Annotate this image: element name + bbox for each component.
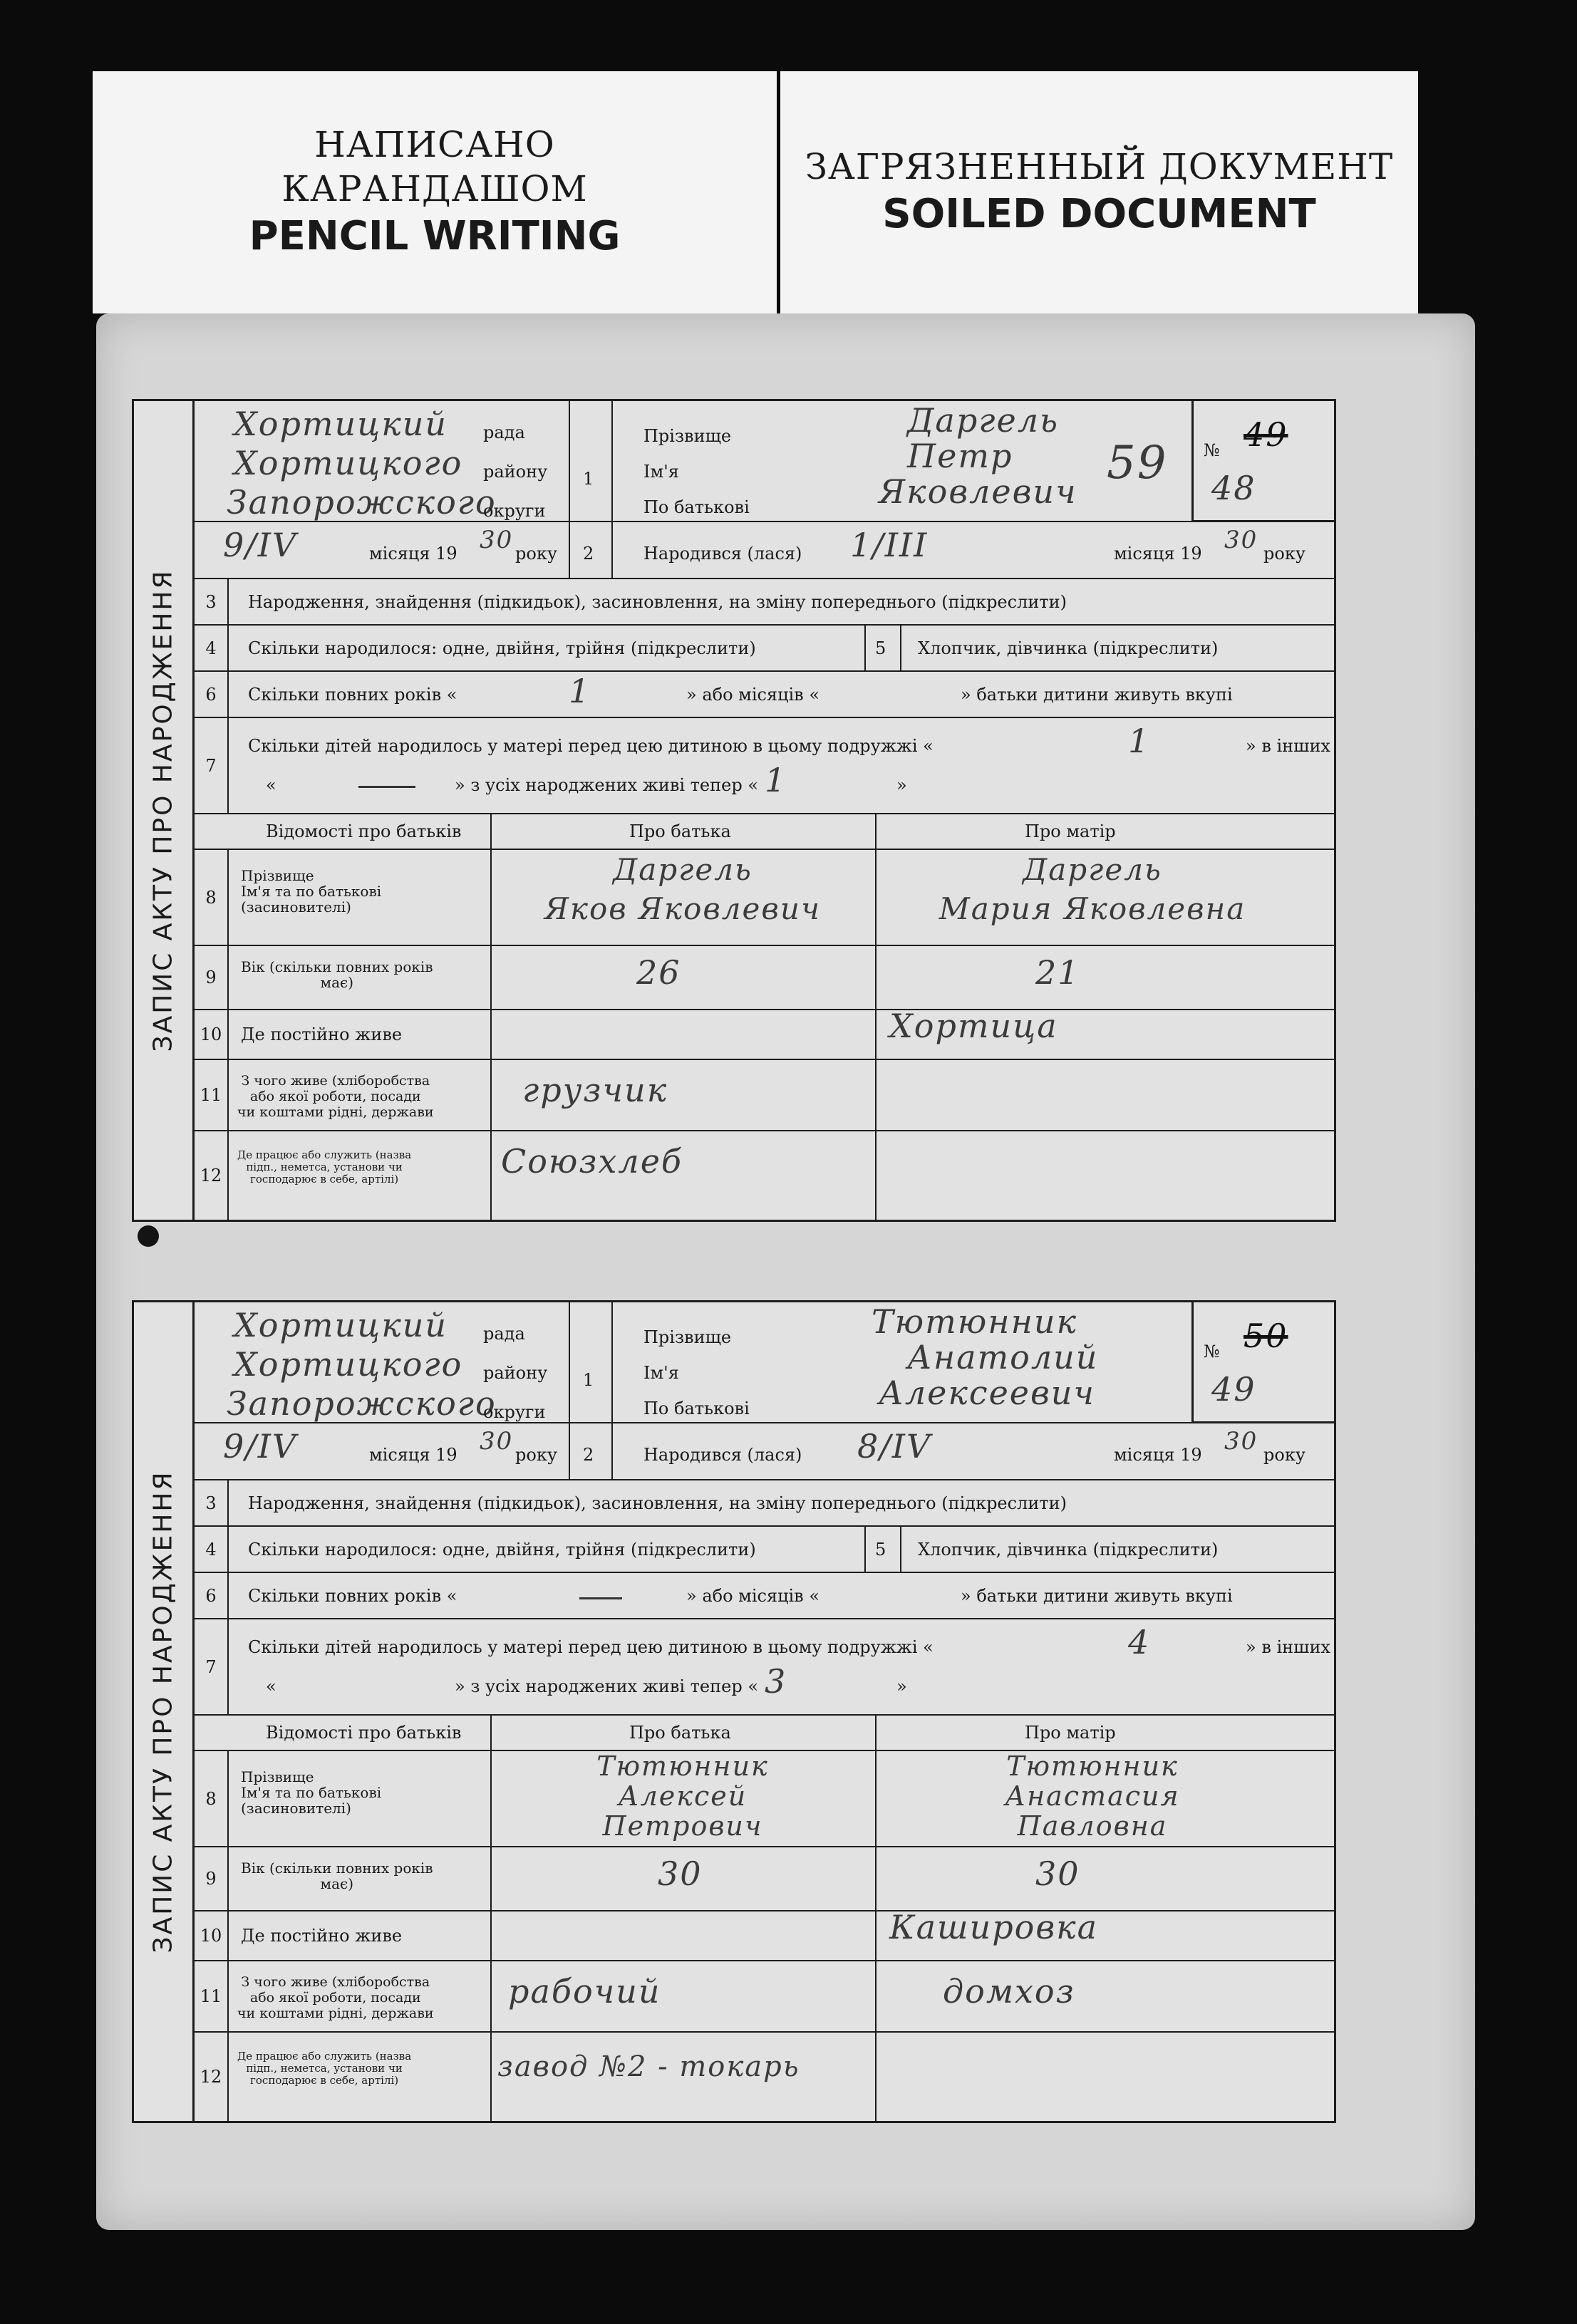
row-8: 8 Прізвище Ім'я та по батькові (засиновителі) Даргель Яков Яковлевич Даргель Мария Яковлевна: [195, 850, 1334, 946]
raion-handwriting: Хортицкого: [234, 1345, 463, 1384]
year-label: року: [515, 544, 557, 564]
month-label: місяця 19: [369, 1445, 457, 1465]
row-9: 9 Вік (скільки повних років має) 30 30: [195, 1847, 1334, 1911]
row12-label: Де працює або служить (назва підп., неметса, установи чи господарює в себе, артілі): [237, 1148, 412, 1186]
row-7: 7 Скільки дітей народилось у матері перед цею дитиною в цьому подружжі « 1 » в інших « » з усіх народжених живі тепер « 1 »: [195, 718, 1334, 814]
okrug-handwriting: Запорожского: [227, 483, 497, 522]
row-date-born: 9/IV місяця 19 30 року 2 Народився (лася) 8/IV місяця 19 30 року: [195, 1423, 1334, 1480]
rada-label: рада: [483, 422, 525, 442]
register-number-handwriting: 59: [1107, 437, 1168, 489]
row6-label-c: » батьки дитини живуть вкупі: [961, 685, 1233, 705]
record-side-title: ЗАПИС АКТУ ПРО НАРОДЖЕННЯ: [148, 1470, 178, 1954]
rada-handwriting: Хортицкий: [234, 1306, 448, 1344]
born-year-handwriting: 30: [1224, 1427, 1258, 1456]
row-date-born: 9/IV місяця 19 30 року 2 Народився (лася) 1/III місяця 19 30 року: [195, 522, 1334, 579]
row7-label-a: Скільки дітей народилось у матері перед цею дитиною в цьому подружжі «: [248, 736, 934, 756]
born-month-label: місяця 19: [1114, 1445, 1202, 1465]
birth-record-1: [132, 399, 1336, 1222]
record-number-new: 49: [1211, 1370, 1256, 1409]
born-year-label: року: [1263, 1445, 1305, 1465]
row7-label-c: «: [266, 775, 276, 795]
act-year-handwriting: 30: [480, 1427, 514, 1456]
row7-label-c: «: [266, 1676, 276, 1696]
row10-label: Де постійно живе: [241, 1926, 403, 1946]
mother-name-handwriting: Даргель Мария Яковлевна: [939, 852, 1246, 926]
surname-handwriting: Даргель: [907, 401, 1060, 440]
row-11: 11 З чого живе (хліборобства або якої роботи, посади чи коштами рідні, держави рабочий домхоз: [195, 1961, 1334, 2033]
header-block: Хортицкий рада Хортицкого району Запорожского округи 1 Прізвище Тютюнник Ім'я Анатолий По батькові Алексеевич № 50 49: [195, 1302, 1334, 1423]
act-date-handwriting: 9/IV: [223, 1427, 298, 1466]
name-label: Ім'я: [643, 1363, 679, 1383]
row-4-5: 4 Скільки народилося: одне, двійня, трійня (підкреслити) 5 Хлопчик, дівчинка (підкреслити): [195, 626, 1334, 672]
mother-age-handwriting: 21: [1035, 953, 1080, 992]
row-3: 3 Народження, знайдення (підкидьок), засиновлення, на зміну попереднього (підкреслити): [195, 1480, 1334, 1527]
row-11: 11 З чого живе (хліборобства або якої роботи, посади чи коштами рідні, держави грузчик: [195, 1060, 1334, 1131]
born-date-handwriting: 1/III: [850, 526, 929, 564]
born-month-label: місяця 19: [1114, 544, 1202, 564]
years-together-handwriting: 1: [569, 672, 591, 710]
pencil-label-ru-1: НАПИСАНО: [314, 124, 555, 165]
pencil-writing-label: [93, 71, 777, 313]
mother-name-handwriting: Тютюнник Анастасия Павловна: [1005, 1750, 1180, 1842]
rada-handwriting: Хортицкий: [234, 405, 448, 443]
birth-record-2: [132, 1300, 1336, 2123]
surname-label: Прізвище: [643, 1327, 732, 1347]
okrug-handwriting: Запорожского: [227, 1384, 497, 1423]
row6-label-b: » або місяців «: [686, 685, 820, 705]
month-label: місяця 19: [369, 544, 457, 564]
okrug-label: округи: [483, 1402, 546, 1422]
row10-label: Де постійно живе: [241, 1024, 403, 1044]
row-8: 8 Прізвище Ім'я та по батькові (засиновителі) Тютюнник Алексей Петрович Тютюнник Анастасия Павловна: [195, 1751, 1334, 1847]
occupation-handwriting: рабочий: [508, 1972, 661, 2011]
number-sign: №: [1204, 440, 1220, 460]
parents-header-row: [195, 814, 1334, 850]
punch-hole: [138, 1225, 159, 1247]
record-number-old: 49: [1243, 415, 1288, 454]
surname-handwriting: Тютюнник: [872, 1302, 1077, 1341]
okrug-label: округи: [483, 501, 546, 521]
patronymic-label: По батькові: [643, 497, 750, 517]
blank-dash: [358, 786, 415, 788]
record-number-box: [1191, 1302, 1334, 1423]
father-age-handwriting: 30: [658, 1854, 703, 1893]
row-6: 6 Скільки повних років « 1 » або місяців « » батьки дитини живуть вкупі: [195, 672, 1334, 718]
surname-label: Прізвище: [643, 426, 732, 446]
row-7: 7 Скільки дітей народилось у матері перед цею дитиною в цьому подружжі « 4 » в інших « » з усіх народжених живі тепер « 3 »: [195, 1619, 1334, 1716]
father-name-handwriting: Даргель Яков Яковлевич: [544, 852, 822, 926]
row7-label-b: » в інших: [1246, 736, 1330, 756]
row7-label-d: » з усіх народжених живі тепер «: [455, 775, 759, 795]
row6-label-b: » або місяців «: [686, 1586, 820, 1606]
father-age-handwriting: 26: [636, 953, 681, 992]
row12-label: Де працює або служить (назва підп., неметса, установи чи господарює в себе, артілі): [237, 2050, 412, 2087]
raion-handwriting: Хортицкого: [234, 444, 463, 482]
row-12: 12 Де працює або служить (назва підп., неметса, установи чи господарює в себе, артілі) завод №2 - токарь: [195, 2033, 1334, 2121]
mother-header: Про матір: [1025, 1723, 1116, 1743]
raion-label: району: [483, 1363, 548, 1383]
number-sign: №: [1204, 1342, 1220, 1361]
parents-header-row: [195, 1716, 1334, 1751]
row-6: 6 Скільки повних років « » або місяців « » батьки дитини живуть вкупі: [195, 1573, 1334, 1619]
row-4-5: 4 Скільки народилося: одне, двійня, трійня (підкреслити) 5 Хлопчик, дівчинка (підкреслити): [195, 1527, 1334, 1573]
row11-label: З чого живе (хліборобства або якої роботи, посади чи коштами рідні, держави: [237, 1073, 434, 1120]
row4-text: Скільки народилося: одне, двійня, трійня (підкреслити): [248, 1540, 756, 1560]
rada-label: рада: [483, 1324, 525, 1344]
pencil-label-ru-2: КАРАНДАШОМ: [281, 168, 588, 209]
soiled-label-en: SOILED DOCUMENT: [882, 191, 1316, 237]
mother-age-handwriting: 30: [1035, 1854, 1080, 1893]
row8-label: Прізвище Ім'я та по батькові (засиновителі): [241, 1768, 382, 1817]
record-side-title: ЗАПИС АКТУ ПРО НАРОДЖЕННЯ: [148, 569, 178, 1052]
born-label: Народився (лася): [643, 1445, 802, 1465]
workplace-handwriting: Союзхлеб: [501, 1142, 683, 1181]
raion-label: району: [483, 462, 548, 482]
patronymic-label: По батькові: [643, 1399, 750, 1418]
pencil-label-en: PENCIL WRITING: [249, 213, 621, 259]
row4-text: Скільки народилося: одне, двійня, трійня (підкреслити): [248, 638, 756, 658]
header-block: Хортицкий рада Хортицкого району Запорожского округи 1 Прізвище Даргель Ім'я Петр По батькові Яковлевич 59 № 49 48: [195, 401, 1334, 522]
alive-now-handwriting: 1: [765, 761, 787, 799]
parents-info-header: Відомості про батьків: [266, 821, 462, 841]
row9-label: Вік (скільки повних років має): [241, 958, 433, 991]
residence-handwriting: Хортица: [889, 1007, 1058, 1045]
born-year-label: року: [1263, 544, 1305, 564]
row8-label: Прізвище Ім'я та по батькові (засиновителі): [241, 867, 382, 915]
patronymic-handwriting: Яковлевич: [879, 472, 1077, 511]
row7-label-b: » в інших: [1246, 1637, 1330, 1657]
row-10: 10 Де постійно живе Хортица: [195, 1010, 1334, 1060]
alive-now-handwriting: 3: [765, 1662, 787, 1701]
act-date-handwriting: 9/IV: [223, 526, 298, 564]
name-label: Ім'я: [643, 462, 679, 482]
record-number-box: [1191, 401, 1334, 522]
row-12: 12 Де працює або служить (назва підп., неметса, установи чи господарює в себе, артілі) Союзхлеб: [195, 1131, 1334, 1220]
blank-dash: [579, 1597, 622, 1599]
born-date-handwriting: 8/IV: [857, 1427, 932, 1466]
row3-text: Народження, знайдення (підкидьок), засиновлення, на зміну попереднього (підкреслити): [248, 1493, 1067, 1513]
father-header: Про батька: [629, 821, 731, 841]
year-label: року: [515, 1445, 557, 1465]
children-before-handwriting: 1: [1128, 722, 1151, 760]
residence-handwriting: Кашировка: [889, 1908, 1099, 1946]
mother-occupation-handwriting: домхоз: [943, 1972, 1075, 2011]
row-9: 9 Вік (скільки повних років має) 26 21: [195, 946, 1334, 1010]
father-name-handwriting: Тютюнник Алексей Петрович: [596, 1750, 769, 1842]
born-year-handwriting: 30: [1224, 526, 1258, 554]
record-number-new: 48: [1211, 469, 1256, 507]
row6-label-a: Скільки повних років «: [248, 1586, 457, 1606]
row6-label-c: » батьки дитини живуть вкупі: [961, 1586, 1233, 1606]
row11-label: З чого живе (хліборобства або якої роботи, посади чи коштами рідні, держави: [237, 1974, 434, 2021]
workplace-handwriting: завод №2 - токарь: [497, 2050, 800, 2083]
row3-text: Народження, знайдення (підкидьок), засиновлення, на зміну попереднього (підкреслити): [248, 592, 1067, 612]
row7-label-e: »: [896, 775, 907, 795]
mother-header: Про матір: [1025, 821, 1116, 841]
soiled-label-ru: ЗАГРЯЗНЕННЫЙ ДОКУМЕНТ: [805, 146, 1394, 187]
row7-label-a: Скільки дітей народилось у матері перед цею дитиною в цьому подружжі «: [248, 1637, 934, 1657]
row5-text: Хлопчик, дівчинка (підкреслити): [918, 1540, 1219, 1560]
name-handwriting: Петр: [907, 437, 1013, 475]
father-header: Про батька: [629, 1723, 731, 1743]
children-before-handwriting: 4: [1128, 1623, 1151, 1661]
row9-label: Вік (скільки повних років має): [241, 1859, 433, 1892]
parents-info-header: Відомості про батьків: [266, 1723, 462, 1743]
soiled-document-label: [780, 71, 1418, 313]
row6-label-a: Скільки повних років «: [248, 685, 457, 705]
row-3: 3 Народження, знайдення (підкидьок), засиновлення, на зміну попереднього (підкреслити): [195, 579, 1334, 626]
name-handwriting: Анатолий: [907, 1338, 1099, 1376]
patronymic-handwriting: Алексеевич: [879, 1374, 1096, 1412]
row7-label-e: »: [896, 1676, 907, 1696]
occupation-handwriting: грузчик: [522, 1071, 668, 1109]
act-year-handwriting: 30: [480, 526, 514, 554]
row-10: 10 Де постійно живе Кашировка: [195, 1911, 1334, 1961]
born-label: Народився (лася): [643, 544, 802, 564]
row5-text: Хлопчик, дівчинка (підкреслити): [918, 638, 1219, 658]
record-number-old: 50: [1243, 1317, 1288, 1355]
row7-label-d: » з усіх народжених живі тепер «: [455, 1676, 759, 1696]
